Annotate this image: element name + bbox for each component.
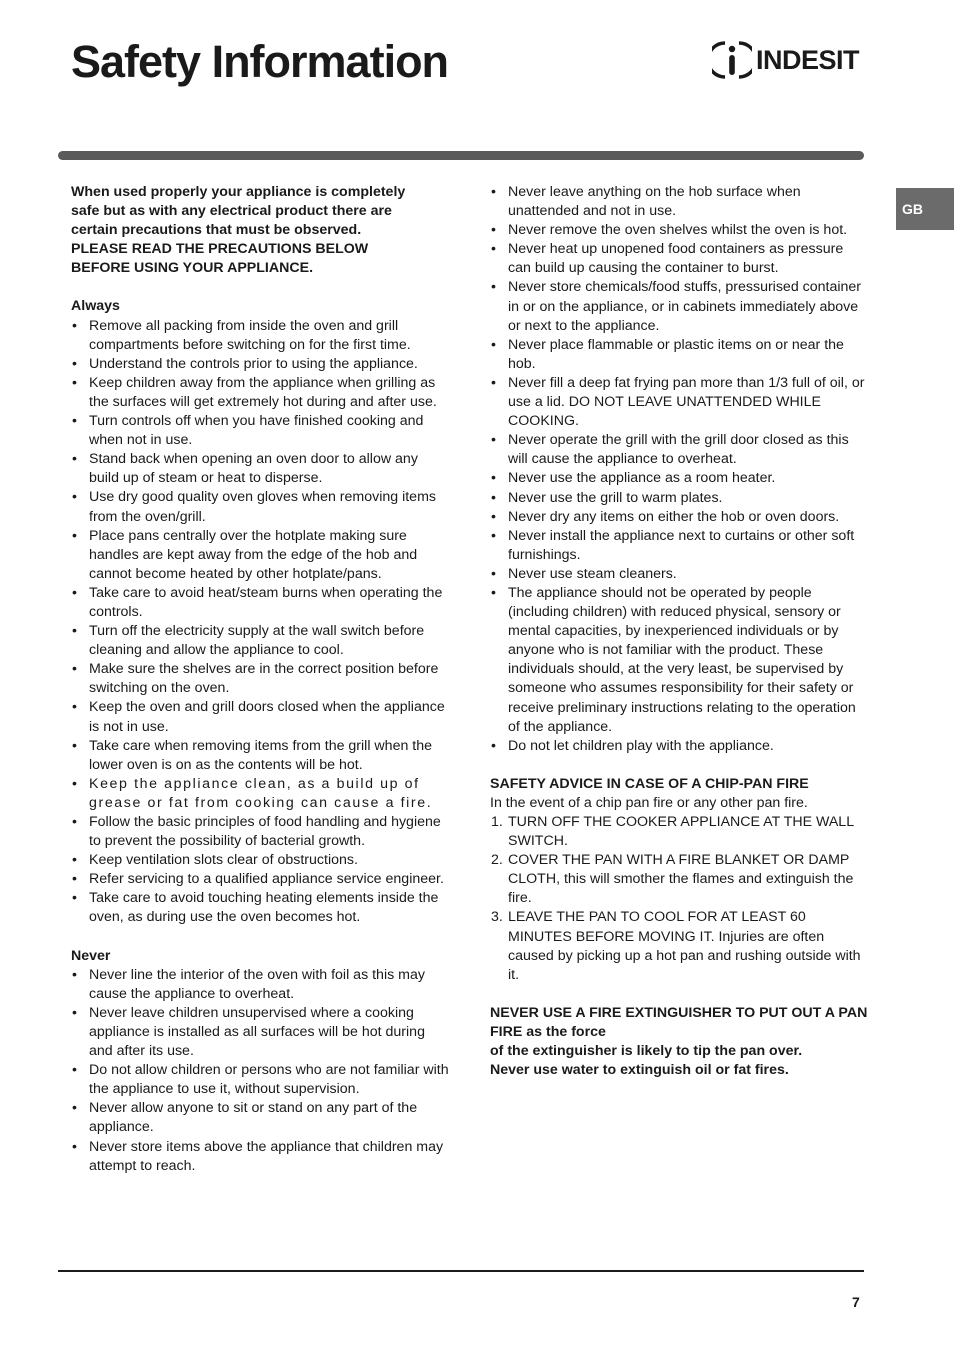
list-item: • Keep ventilation slots clear of obstructions. [72,852,358,869]
intro-line: BEFORE USING YOUR APPLIANCE. [71,260,314,277]
intro-line: safe but as with any electrical product there are [71,203,392,220]
fire-warning [490,1004,868,1080]
list-item: • Never place flammable or plastic items on or near the hob. [491,336,844,372]
list-item: • Understand the controls prior to using the appliance. [72,355,418,372]
always-list [71,317,451,928]
list-item: • Take care to avoid touching heating elements inside the oven, as during use the oven becomes hot. [72,890,439,926]
header-divider [58,151,864,160]
warning-line: of the extinguisher is likely to tip the pan over. [490,1043,803,1060]
intro-line: PLEASE READ THE PRECAUTIONS BELOW [71,241,369,258]
never-heading: Never [71,947,111,964]
list-item: • Never leave anything on the hob surface when unattended and not in use. [491,184,801,220]
list-item: • Never fill a deep fat frying pan more than 1/3 full of oil, or use a lid. DO NOT LEAVE UNATTENDED WHILE COOKING. [491,374,865,430]
indesit-logo-icon [712,39,752,81]
footer-divider [58,1270,864,1272]
list-item: • Make sure the shelves are in the correct position before switching on the oven. [72,661,439,697]
list-item: • Never heat up unopened food containers as pressure can build up causing the container to burst. [491,241,844,277]
list-item: • Keep the oven and grill doors closed when the appliance is not in use. [72,699,445,735]
list-item: • Keep the appliance clean, as a build up of grease or fat from cooking can cause a fire. [72,775,433,811]
list-item: • Never remove the oven shelves whilst the oven is hot. [491,222,848,239]
list-item: • Never use steam cleaners. [491,565,677,582]
list-item: • Refer servicing to a qualified appliance service engineer. [72,871,444,888]
page-number: 7 [852,1294,860,1310]
chip-pan-intro: In the event of a chip pan fire or any other pan fire. [490,794,808,811]
list-item: • Take care when removing items from the grill when the lower oven is on as the contents will be hot. [72,737,433,773]
list-item: • Follow the basic principles of food handling and hygiene to prevent the possibility of bacterial growth. [72,814,441,850]
brand-name: INDESIT [756,44,860,75]
list-item: • Never install the appliance next to curtains or other soft furnishings. [491,527,855,563]
list-item: • Never use the grill to warm plates. [491,489,723,506]
list-item: • Never line the interior of the oven with foil as this may cause the appliance to overheat. [72,966,425,1002]
brand-logo [712,38,868,82]
step-item: 3. LEAVE THE PAN TO COOL FOR AT LEAST 60 MINUTES BEFORE MOVING IT. Injuries are often caused by picking up a hot pan and rushing outside with it. [491,909,861,983]
intro-line: When used properly your appliance is completely [71,184,406,200]
step-item: 1. TURN OFF THE COOKER APPLIANCE AT THE WALL SWITCH. [491,814,854,850]
chip-pan-steps [490,813,868,985]
list-item: • Never operate the grill with the grill door closed as this will cause the appliance to overheat. [491,432,849,468]
chip-pan-heading: SAFETY ADVICE IN CASE OF A CHIP-PAN FIRE [490,775,809,792]
list-item: • The appliance should not be operated by people (including children) with reduced physical, sensory or mental capacities, by inexperienced individuals or by anyone who is not familiar with the product. These individuals should, at the very least, be supervised by someone who assumes responsibility for their safety or receive preliminary instructions relating to the operation of the appliance. [491,584,856,735]
list-item: • Keep children away from the appliance when grilling as the surfaces will get extremely hot during and after use. [72,374,437,410]
list-item: • Use dry good quality oven gloves when removing items from the oven/grill. [72,489,436,525]
left-column [71,183,451,1176]
intro-block [71,183,451,278]
intro-line: certain precautions that must be observed. [71,222,362,239]
never-list [71,966,451,1176]
list-item: • Never store items above the appliance that children may attempt to reach. [72,1138,444,1174]
list-item: • Turn off the electricity supply at the wall switch before cleaning and allow the appliance to cool. [72,623,425,659]
list-item: • Never use the appliance as a room heater. [491,470,776,487]
list-item: • Remove all packing from inside the oven and grill compartments before switching on for the first time. [72,317,411,353]
warning-line: NEVER USE A FIRE EXTINGUISHER TO PUT OUT A PAN FIRE as the force [490,1004,868,1040]
always-heading: Always [71,298,120,315]
list-item: • Stand back when opening an oven door to allow any build up of steam or heat to disperse. [72,451,418,487]
list-item: • Do not allow children or persons who are not familiar with the appliance to use it, without supervision. [72,1062,449,1098]
step-item: 2. COVER THE PAN WITH A FIRE BLANKET OR DAMP CLOTH, this will smother the flames and extinguish the fire. [491,852,854,907]
never-list-continued [490,183,868,756]
warning-line: Never use water to extinguish oil or fat fires. [490,1062,789,1079]
page-title: Safety Information [71,36,449,87]
list-item: • Never store chemicals/food stuffs, pressurised container in or on the appliance, or in cabinets immediately above or next to the appliance. [491,279,862,334]
list-item: • Turn controls off when you have finished cooking and when not in use. [72,413,424,449]
list-item: • Do not let children play with the appliance. [491,737,774,754]
list-item: • Never allow anyone to sit or stand on any part of the appliance. [72,1100,418,1136]
language-tab: GB [896,188,954,230]
right-column [490,183,868,1080]
list-item: • Never leave children unsupervised where a cooking appliance is installed as all surfaces will be hot during and after its use. [72,1004,425,1060]
list-item: • Place pans centrally over the hotplate making sure handles are kept away from the edge of the hob and cannot become heated by other hotplate/pans. [72,527,418,582]
list-item: • Take care to avoid heat/steam burns when operating the controls. [72,584,443,620]
list-item: • Never dry any items on either the hob or oven doors. [491,508,840,525]
